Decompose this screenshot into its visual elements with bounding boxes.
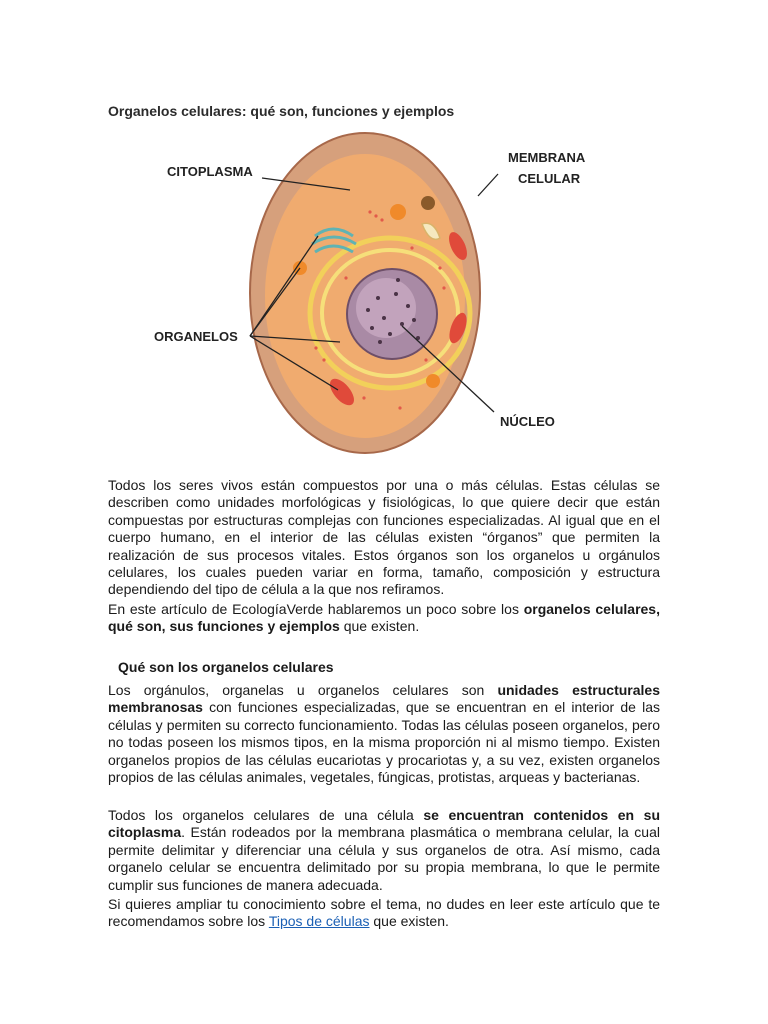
label-membrana-line1: MEMBRANA: [508, 150, 586, 165]
section-paragraph-2: [108, 807, 660, 894]
label-citoplasma: CITOPLASMA: [167, 164, 253, 179]
section-paragraph-1: [108, 682, 660, 786]
intro-p2-tail: que existen.: [339, 618, 420, 635]
section-p2-bold: se encuentran contenidos en su citoplasma: [108, 807, 660, 841]
label-organelos: ORGANELOS: [154, 329, 238, 344]
section-p2-tail: . Están rodeados por la membrana plasmática o membrana celular, la cual permite delimitar y diferenciar una célula y sus organelos de otra. Así mismo, cada organelo celular se encuentra delimitado por su propia membrana, lo que le permite cumplir sus funciones de manera adecuada.: [108, 824, 660, 893]
section-p3-text: Si quieres ampliar tu conocimiento sobre el tema, no dudes en leer este artículo que te recomendamos sobre los: [108, 896, 660, 930]
section-p2-text: Todos los organelos celulares de una célula: [108, 807, 424, 823]
label-membrana-line2: CELULAR: [518, 171, 581, 186]
cell-illustration: [140, 128, 620, 463]
section-p1-bold: unidades estructurales membranosas: [108, 682, 660, 716]
intro-paragraph-2: [108, 601, 660, 636]
section-heading: Qué son los organelos celulares: [118, 659, 334, 675]
section-paragraph-3: [108, 896, 660, 931]
tipos-de-celulas-link[interactable]: Tipos de células: [268, 913, 370, 930]
page-title: Organelos celulares: qué son, funciones y ejemplos: [108, 103, 455, 120]
section-p1-text: Los orgánulos, organelas u organelos celulares son: [108, 682, 498, 698]
label-nucleo: NÚCLEO: [500, 414, 555, 429]
intro-p2-bold: organelos celulares, qué son, sus funciones y ejemplos: [108, 601, 660, 635]
section-p1-tail: con funciones especializadas, que se encuentran en el interior de las células y permiten su correcto funcionamiento. Todas las células poseen organelos, pero no todas poseen los mismos tipos, en la misma proporción ni al mismo tiempo. Existen organelos propios de las células eucariotas y procariotas y, a su vez, existen organelos propios de las células animales, vegetales, fúngicas, protistas, arqueas y bacterianas.: [108, 699, 660, 786]
section-p3-tail: que existen.: [369, 913, 449, 930]
intro-p2-text: En este artículo de EcologíaVerde hablaremos un poco sobre los: [108, 601, 524, 617]
cell-diagram: [140, 128, 620, 463]
intro-paragraph-1: Todos los seres vivos están compuestos por una o más células. Estas células se describen como unidades morfológicas y fisiológicas, lo que quiere decir que están compuestas por estructuras complejas con funciones especializadas. Al igual que en el cuerpo humano, en el interior de las células existen “órganos” que permiten la realización de sus procesos vitales. Estos órganos son los organelos u orgánulos celulares, los cuales pueden variar en forma, tamaño, composición y estructura dependiendo del tipo de célula a la que nos refiramos.: [108, 477, 660, 598]
